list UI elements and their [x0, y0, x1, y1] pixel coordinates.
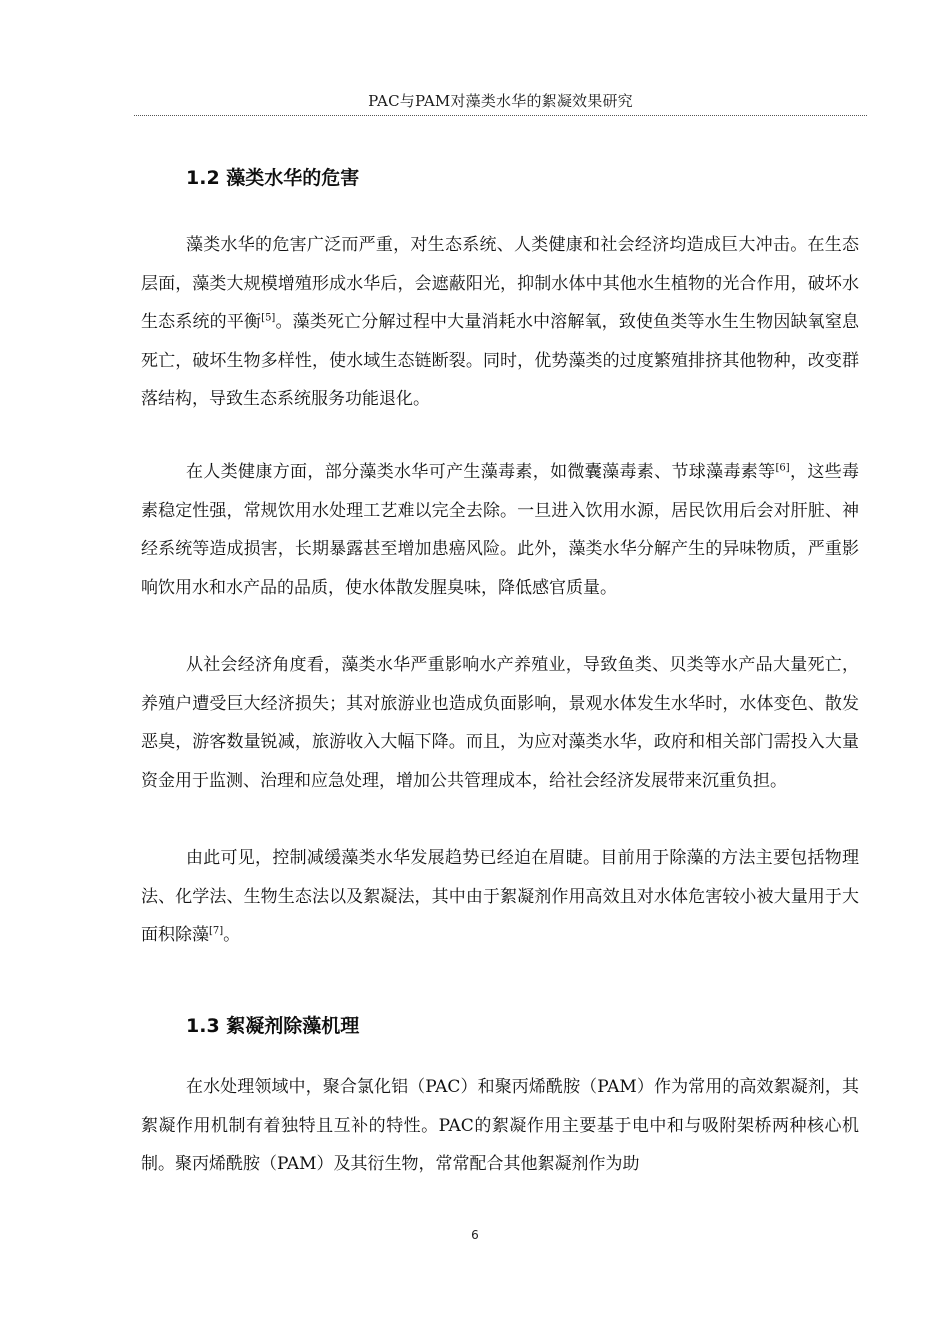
paragraph-ecological-harm: [141, 226, 859, 419]
paragraph-text: 。藻类死亡分解过程中大量消耗水中溶解氧，致使鱼类等水生生物因缺氧窒息死亡，破坏生物多样性，使水域生态链断裂。同时，优势藻类的过度繁殖排挤其他物种，改变群落结构，导致生态系统服务功能退化。: [141, 312, 860, 409]
paragraph-text: 由此可见，控制减缓藻类水华发展趋势已经迫在眉睫。目前用于除藻的方法主要包括物理法、化学法、生物生态法以及絮凝法，其中由于絮凝剂作用高效且对水体危害较小被大量用于大面积除藻: [141, 848, 859, 945]
section-heading-1-2: 1.2 藻类水华的危害: [186, 166, 360, 189]
paragraph-conclusion: [141, 839, 859, 955]
running-header: PAC与PAM对藻类水华的絮凝效果研究: [368, 92, 633, 110]
header-divider: [134, 115, 867, 116]
citation-ref: [7]: [209, 925, 224, 937]
paragraph-text: ，这些毒素稳定性强，常规饮用水处理工艺难以完全去除。一旦进入饮用水源，居民饮用后会对肝脏、神经系统等造成损害，长期暴露甚至增加患癌风险。此外，藻类水华分解产生的异味物质，严重影响饮用水和水产品的品质，使水体散发腥臭味，降低感官质量。: [141, 462, 860, 598]
section-heading-1-3: 1.3 絮凝剂除藻机理: [186, 1014, 360, 1037]
paragraph-health-harm: [141, 453, 859, 607]
paragraph-text: 藻类水华的危害广泛而严重，对生态系统、人类健康和社会经济均造成巨大冲击。在生态层面，藻类大规模增殖形成水华后，会遮蔽阳光，抑制水体中其他水生植物的光合作用，破坏水生态系统的平衡: [141, 235, 859, 332]
paragraph-flocculant-mechanism: 在水处理领域中，聚合氯化铝（PAC）和聚丙烯酰胺（PAM）作为常用的高效絮凝剂，其絮凝作用机制有着独特且互补的特性。PAC的絮凝作用主要基于电中和与吸附架桥两种核心机制。聚丙烯酰胺（PAM）及其衍生物，常常配合其他絮凝剂作为助: [141, 1077, 859, 1174]
paragraph-text: 在人类健康方面，部分藻类水华可产生藻毒素，如微囊藻毒素、节球藻毒素等: [186, 462, 776, 482]
page-number: 6: [471, 1228, 479, 1242]
paragraph-economic-harm: 从社会经济角度看，藻类水华严重影响水产养殖业，导致鱼类、贝类等水产品大量死亡，养殖户遭受巨大经济损失；其对旅游业也造成负面影响，景观水体发生水华时，水体变色、散发恶臭，游客数量锐减，旅游收入大幅下降。而且，为应对藻类水华，政府和相关部门需投入大量资金用于监测、治理和应急处理，增加公共管理成本，给社会经济发展带来沉重负担。: [141, 655, 859, 791]
paragraph-text: 。: [223, 925, 241, 945]
citation-ref: [6]: [775, 462, 790, 474]
citation-ref: [5]: [261, 312, 276, 324]
